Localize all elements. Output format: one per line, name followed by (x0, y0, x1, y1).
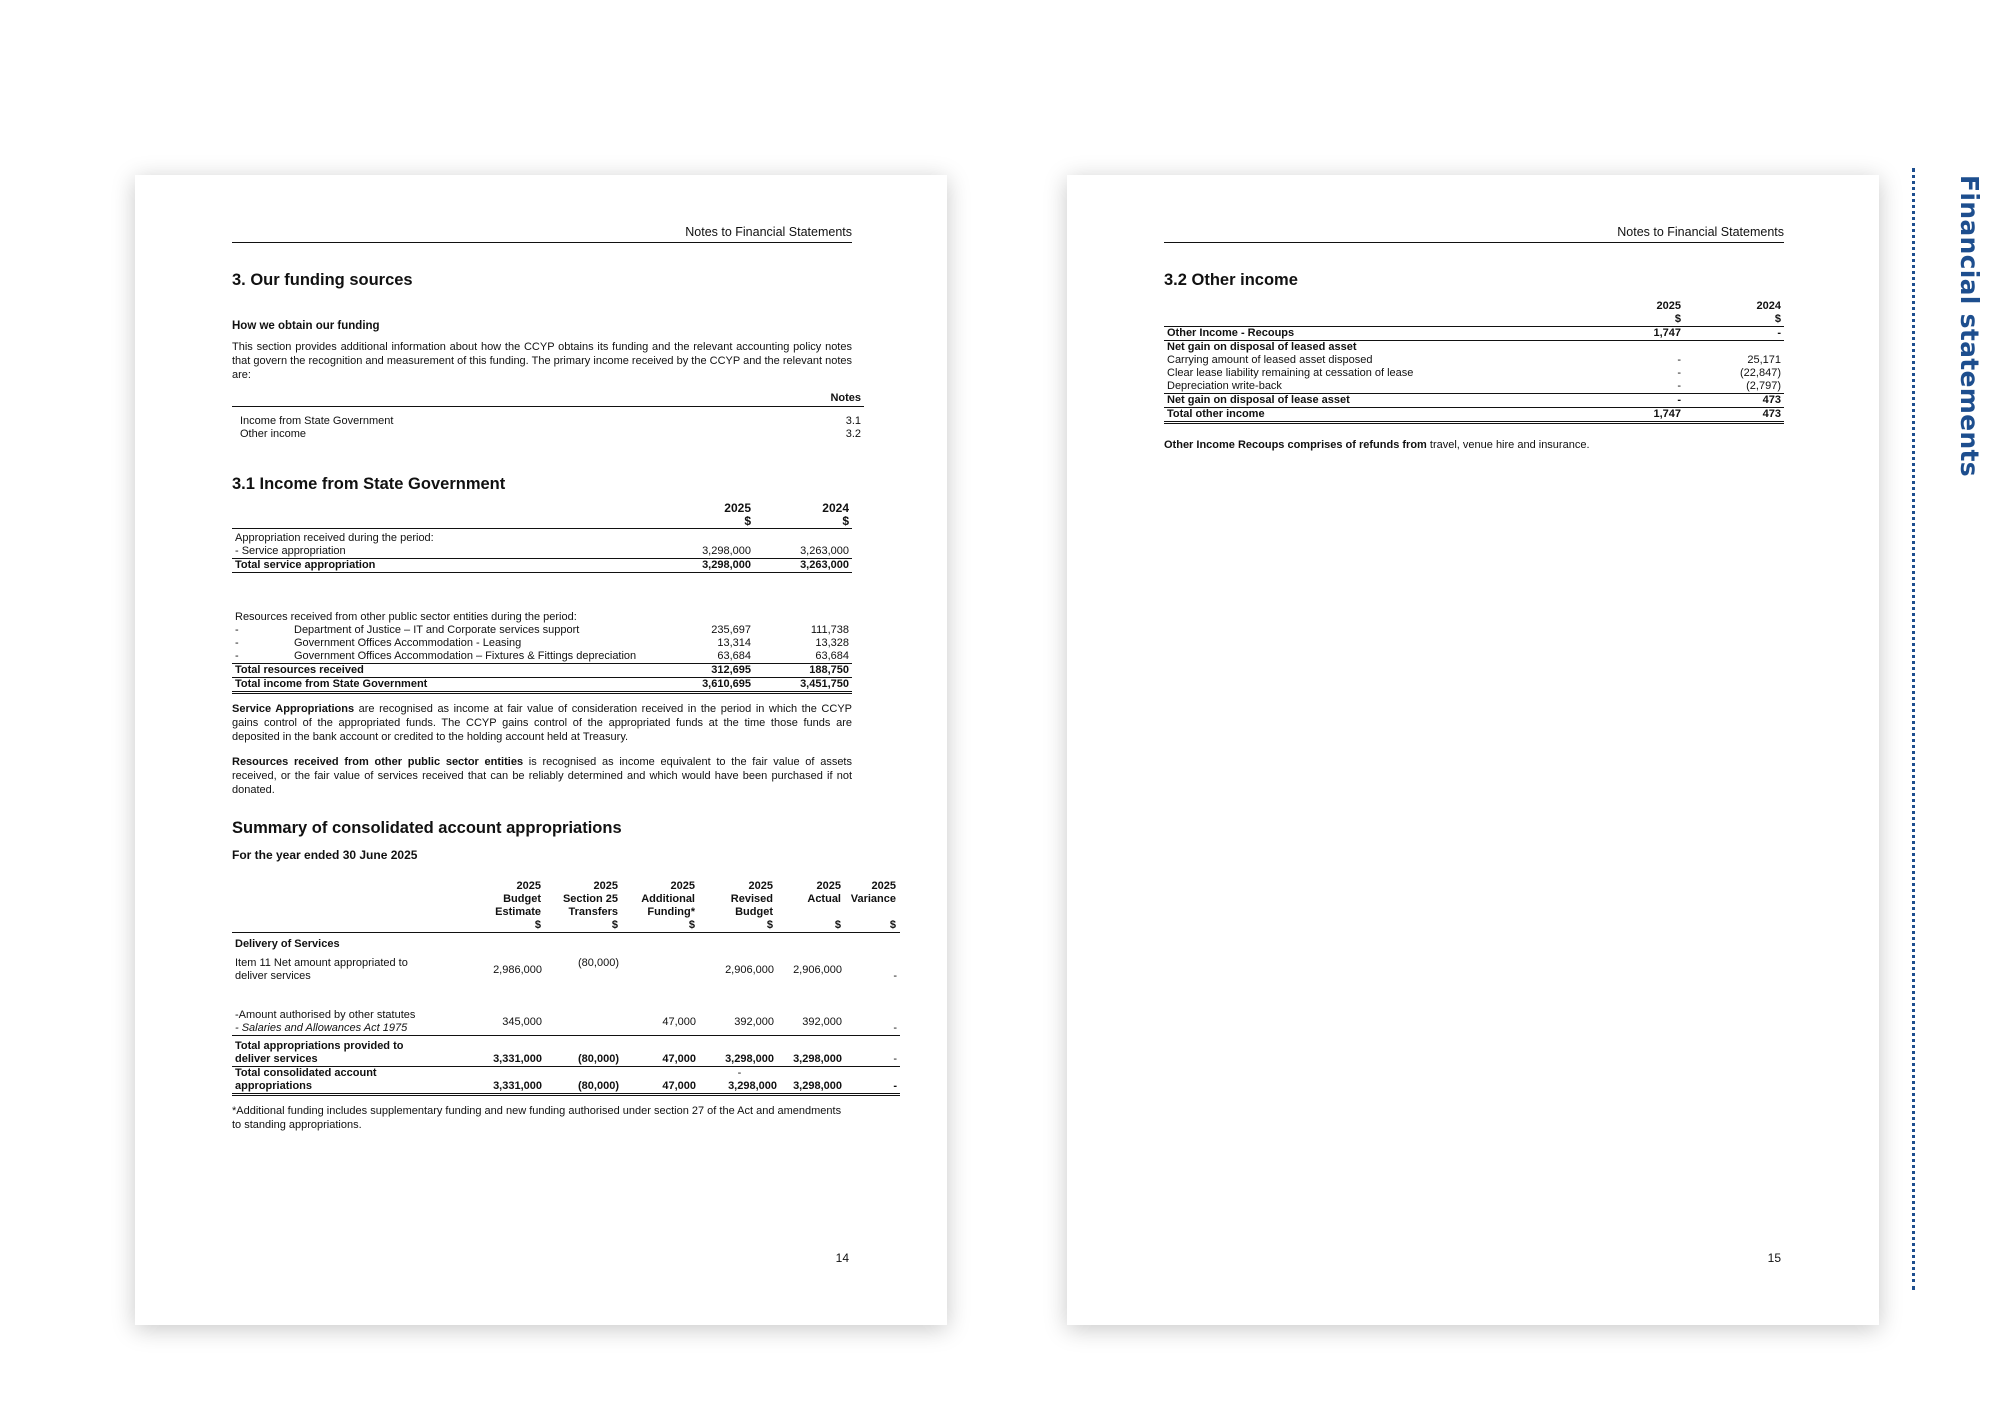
note-text: are recognised as income at fair value of consideration received in the period in which the CCYP gains control of the appropriated funds. The CCYP gains control of the appropriated funds at the time those funds are deposited in the bank account or credited to the holding account held at Treasury. (232, 702, 852, 743)
page-number: 14 (835, 1251, 849, 1265)
recoups-note (1164, 438, 1784, 452)
row-label: Total other income (1164, 408, 1606, 423)
notes-table (232, 392, 864, 441)
service-appropriations-note (232, 702, 852, 744)
header-unit: $ (777, 919, 845, 933)
cell-value: 47,000 (622, 1067, 699, 1095)
cell-value: - (845, 1067, 900, 1095)
notes-row (232, 415, 864, 428)
header-year: 2025 (871, 879, 896, 892)
cell-value (622, 957, 699, 983)
resources-row (232, 624, 852, 637)
recoups-row (1164, 327, 1784, 341)
resources-row-2024: 111,738 (810, 623, 849, 636)
header-label: Revised (730, 892, 773, 905)
total-income-2025: 3,610,695 (672, 677, 754, 692)
header-year: 2025 (748, 879, 773, 892)
running-header (1164, 225, 1784, 243)
resources-row (232, 637, 852, 650)
header-label: Section 25 (562, 892, 618, 905)
page-15 (1067, 175, 1879, 1325)
intro-paragraph: This section provides additional information about how the CCYP obtains its funding and the relevant accounting policy notes that govern the recognition and measurement of this funding. The primary income received by the CCYP and the relevant notes are: (232, 341, 852, 381)
total-resources-2025: 312,695 (672, 663, 754, 677)
cell-value: (2,797) (1684, 380, 1784, 394)
row-label: Clear lease liability remaining at cessation of lease (1167, 367, 1414, 379)
cell-value: 2,986,000 (493, 963, 542, 976)
header-unit: $ (699, 919, 777, 933)
cell-value: - (1606, 394, 1684, 408)
cell-value: - (845, 1009, 900, 1036)
running-header-text: Notes to Financial Statements (1617, 225, 1784, 239)
delivery-label: Delivery of Services (235, 938, 340, 950)
cell-value: 47,000 (622, 1036, 699, 1067)
cell-value: 3,298,000 (728, 1080, 777, 1092)
net-gain-row (1164, 394, 1784, 408)
col-2025: 2025 (724, 500, 751, 515)
how-heading: How we obtain our funding (232, 320, 380, 332)
header-label: Transfers (568, 905, 618, 918)
cell-value: - (893, 970, 897, 982)
cell-value: (22,847) (1740, 367, 1781, 379)
row-label: deliver services (235, 970, 311, 982)
header-year: 2025 (516, 879, 541, 892)
row-label: Total consolidated account (235, 1067, 377, 1079)
resources-row-2025: 63,684 (672, 650, 754, 664)
cell-value (545, 1009, 622, 1036)
page-content (1164, 225, 1784, 452)
row-label: -Amount authorised by other statutes (235, 1009, 416, 1021)
side-tab-title: Financial statements (1955, 175, 1984, 477)
col-2024: 2024 (1756, 300, 1781, 312)
row-label: deliver services (235, 1053, 318, 1065)
service-2025: 3,298,000 (672, 545, 754, 559)
header-unit: $ (545, 919, 622, 933)
header-label: Estimate (495, 905, 541, 918)
cell-value: 392,000 (699, 1009, 777, 1036)
cell-value: 473 (1684, 408, 1784, 423)
col-unit: $ (754, 515, 852, 529)
header-label: Additional (641, 892, 695, 905)
row-label: Net gain on disposal of lease asset (1164, 394, 1606, 408)
header-label: Funding* (647, 905, 695, 918)
resources-dash: - (235, 623, 239, 636)
row-label: - Salaries and Allowances Act 1975 (235, 1022, 408, 1034)
service-2024: 3,263,000 (754, 545, 852, 559)
header-unit: $ (845, 919, 900, 933)
notes-row-label: Income from State Government (240, 414, 394, 427)
cell-value: 3,331,000 (470, 1067, 545, 1095)
resources-row-label: Department of Justice – IT and Corporate services support (294, 623, 580, 636)
header-year: 2025 (670, 879, 695, 892)
notes-header-row (232, 392, 864, 407)
resources-row (232, 650, 852, 664)
consolidated-appropriations-table (232, 880, 900, 1097)
resources-row-2025: 235,697 (711, 623, 751, 636)
gain-row (1164, 354, 1784, 367)
state-income-table (232, 502, 852, 694)
resources-dash: - (232, 650, 294, 664)
cell-value: 25,171 (1747, 354, 1781, 366)
notes-row (232, 428, 864, 441)
appropriation-label: Appropriation received during the period: (235, 532, 434, 544)
row-label: Other Income - Recoups (1164, 327, 1606, 341)
cell-value: 3,298,000 (777, 1036, 845, 1067)
col-unit: $ (1606, 313, 1684, 327)
notes-row-note: 3.2 (845, 427, 861, 440)
total-resources-2024: 188,750 (754, 663, 852, 677)
footnote: *Additional funding includes supplementary funding and new funding authorised under section 27 of the Act and amendments to standing appropriations. (232, 1105, 842, 1131)
note-term: Other Income Recoups comprises of refunds from (1164, 439, 1427, 451)
cell-value: - (845, 1036, 900, 1067)
cell-value: 1,747 (1606, 408, 1684, 423)
header-year: 2025 (816, 879, 841, 892)
cell-value: 3,298,000 (777, 1067, 845, 1095)
resources-label: Resources received from other public sector entities during the period: (235, 610, 577, 623)
row-label: Total appropriations provided to (235, 1040, 404, 1052)
header-label: Budget (503, 892, 541, 905)
total-service-2025: 3,298,000 (672, 559, 754, 573)
row-label: Item 11 Net amount appropriated to (235, 957, 408, 969)
resources-row-2025: 13,314 (717, 636, 751, 649)
note-text: travel, venue hire and insurance. (1426, 439, 1590, 451)
col-unit: $ (672, 515, 754, 529)
item-11-row (232, 957, 900, 983)
cell-value: - (1684, 327, 1784, 341)
total-service-label: Total service appropriation (232, 559, 672, 573)
header-label: Actual (807, 892, 841, 905)
cell-value: (80,000) (545, 1067, 622, 1095)
service-appropriation-label: - Service appropriation (232, 545, 672, 559)
running-header (232, 225, 852, 243)
row-label: appropriations (235, 1080, 313, 1092)
gain-row (1164, 380, 1784, 394)
page-14 (135, 175, 947, 1325)
total-income-label: Total income from State Government (232, 677, 672, 692)
total-resources-label: Total resources received (232, 663, 672, 677)
cell-value: 473 (1684, 394, 1784, 408)
running-header-text: Notes to Financial Statements (685, 225, 852, 239)
summary-title: Summary of consolidated account appropriations (232, 818, 622, 837)
other-income-table (1164, 300, 1784, 424)
resources-note (232, 755, 852, 797)
cell-value: 3,298,000 (699, 1036, 777, 1067)
cell-value: (80,000) (578, 957, 619, 969)
section-title: 3.2 Other income (1164, 271, 1298, 289)
gain-heading: Net gain on disposal of leased asset (1167, 341, 1357, 353)
resources-row-2024: 13,328 (815, 636, 849, 649)
resources-row-label: Government Offices Accommodation – Fixtures & Fittings depreciation (294, 650, 672, 664)
cell-value: 2,906,000 (793, 963, 842, 976)
resources-row-2024: 63,684 (754, 650, 852, 664)
cell-dash: - (737, 1067, 742, 1079)
cell-value: - (1677, 354, 1681, 366)
page-number: 15 (1767, 1251, 1781, 1265)
total-provided-row (232, 1036, 900, 1067)
note-term: Service Appropriations (232, 702, 355, 715)
header-label: Variance (850, 892, 896, 905)
cell-value: (80,000) (545, 1036, 622, 1067)
col-2025: 2025 (1656, 300, 1681, 312)
section-title: 3. Our funding sources (232, 271, 413, 289)
header-unit: $ (622, 919, 699, 933)
cell-value: 1,747 (1606, 327, 1684, 341)
page-content (232, 225, 897, 1132)
note-text: is recognised as income equivalent to the fair value of assets received, or the fair value of services received that can be reliably determined and which would have been purchased if not donated. (232, 755, 852, 796)
resources-row-label: Government Offices Accommodation - Leasing (294, 636, 522, 649)
cell-value: - (1677, 367, 1681, 379)
cell-value: 392,000 (777, 1009, 845, 1036)
note-term: Resources received from other public sector entities (232, 755, 524, 768)
notes-row-label: Other income (240, 427, 307, 440)
notes-row-note: 3.1 (845, 414, 861, 427)
gain-row (1164, 367, 1784, 380)
total-service-2024: 3,263,000 (754, 559, 852, 573)
cell-value: 47,000 (622, 1009, 699, 1036)
authorised-row (232, 1009, 900, 1036)
col-unit: $ (1684, 313, 1784, 327)
subsection-title: 3.1 Income from State Government (232, 474, 506, 493)
total-other-row (1164, 408, 1784, 423)
row-label: Depreciation write-back (1164, 380, 1606, 394)
cell-value: 3,331,000 (470, 1036, 545, 1067)
total-consolidated-row (232, 1067, 900, 1095)
cell-value: 2,906,000 (725, 963, 774, 976)
total-income-2024: 3,451,750 (754, 677, 852, 692)
cell-value: 345,000 (470, 1009, 545, 1036)
summary-subtitle: For the year ended 30 June 2025 (232, 847, 418, 862)
cell-value: - (1606, 380, 1684, 394)
header-unit: $ (470, 919, 545, 933)
header-label: Budget (735, 905, 773, 918)
resources-dash: - (235, 636, 239, 649)
side-tab-dotted-line (1912, 168, 1940, 1290)
col-2024: 2024 (822, 500, 849, 515)
notes-header: Notes (749, 392, 864, 407)
header-year: 2025 (593, 879, 618, 892)
row-label: Carrying amount of leased asset disposed (1167, 354, 1373, 366)
